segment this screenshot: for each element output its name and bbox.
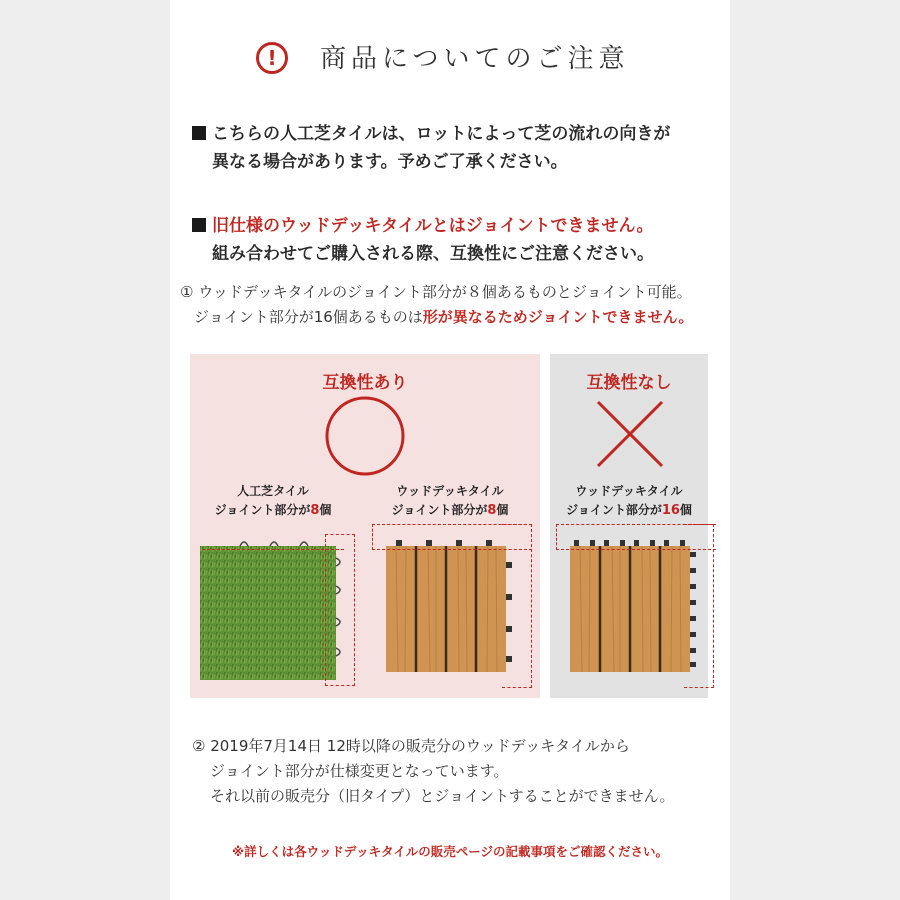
notice-card — [170, 0, 730, 900]
square-bullet-icon — [192, 126, 206, 140]
point-1 — [180, 280, 693, 330]
point-1-line-1: ① ウッドデッキタイルのジョイント部分が８個あるものとジョイント可能。 — [180, 283, 692, 301]
wood-tile-8-image — [386, 538, 518, 678]
grass-tile-name: 人工芝タイル — [237, 484, 309, 498]
title-row — [170, 42, 730, 82]
wood-16-joint-suffix: 個 — [679, 503, 692, 517]
point-2-line-3: それ以前の販売分（旧タイプ）とジョイントすることができません。 — [210, 787, 675, 805]
footer-note: ※詳しくは各ウッドデッキタイルの販売ページの記載事項をご確認ください。 — [231, 844, 669, 859]
cross-ng-icon — [594, 398, 666, 470]
point-1-line-2-red: 形が異なるためジョイントできません。 — [422, 308, 694, 326]
point-1-line-2: ジョイント部分が16個あるものは — [194, 308, 423, 326]
incompatible-panel — [550, 354, 708, 698]
grass-top-joint-highlight — [202, 532, 344, 550]
note-1-line-2: 異なる場合があります。予めご了承ください。 — [212, 152, 568, 172]
wood-tile-16-image — [570, 538, 702, 678]
wood-8-side-joint-highlight — [502, 524, 532, 688]
point-2 — [192, 734, 675, 809]
wood-16-joint-prefix: ジョイント部分が — [566, 503, 662, 517]
compatible-heading: 互換性あり — [322, 373, 408, 393]
circle-ok-icon — [323, 394, 407, 478]
square-bullet-icon — [192, 218, 206, 232]
note-1 — [192, 120, 670, 176]
note-2 — [192, 212, 654, 268]
wood-8-joint-suffix: 個 — [496, 503, 509, 517]
point-2-line-1: ② 2019年7月14日 12時以降の販売分のウッドデッキタイルから — [192, 737, 630, 755]
grass-joint-count: 8 — [310, 503, 320, 518]
compatible-panel — [190, 354, 540, 698]
wood-tile-8-name: ウッドデッキタイル — [396, 484, 504, 498]
wood-tile-8-label — [370, 482, 530, 520]
wood-16-side-joint-highlight — [684, 524, 714, 688]
incompatible-heading: 互換性なし — [586, 373, 672, 393]
wood-16-joint-count: 16 — [661, 503, 680, 518]
warning-icon: ! — [256, 42, 288, 74]
page-title: 商品についてのご注意 — [320, 44, 630, 74]
point-2-line-2: ジョイント部分が仕様変更となっています。 — [210, 762, 509, 780]
wood-8-joint-count: 8 — [487, 503, 497, 518]
grass-joint-suffix: 個 — [319, 503, 332, 517]
note-2-line-1: 旧仕様のウッドデッキタイルとはジョイントできません。 — [212, 216, 654, 236]
grass-side-joint-highlight — [325, 534, 355, 686]
wood-tile-16-name: ウッドデッキタイル — [575, 484, 683, 498]
wood-8-joint-prefix: ジョイント部分が — [391, 503, 488, 517]
note-1-line-1: こちらの人工芝タイルは、ロットによって芝の流れの向きが — [212, 124, 671, 144]
wood-tile-16-label — [550, 482, 708, 520]
grass-tile-label — [198, 482, 348, 520]
grass-joint-prefix: ジョイント部分が — [214, 503, 311, 517]
note-2-line-2: 組み合わせてご購入される際、互換性にご注意ください。 — [212, 244, 654, 264]
